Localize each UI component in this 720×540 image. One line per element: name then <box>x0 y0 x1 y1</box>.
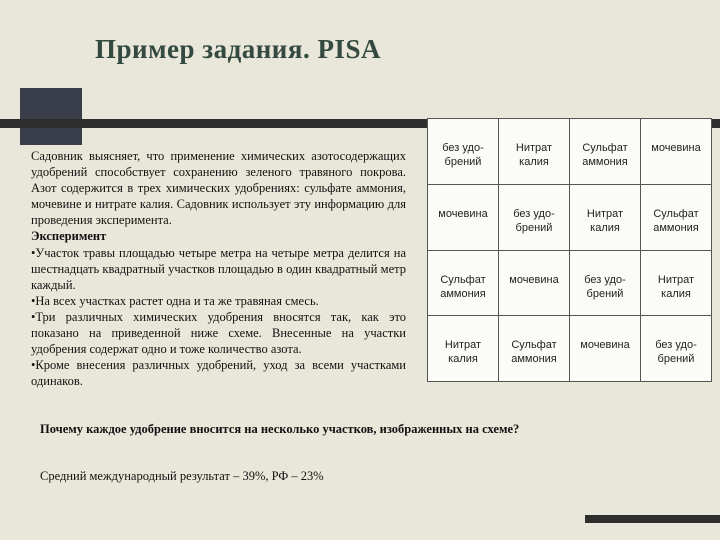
grid-row <box>428 184 712 250</box>
grid-row <box>428 250 712 316</box>
question: Почему каждое удобрение вносится на несколько участков, изображенных на схеме? <box>40 422 520 436</box>
grid-cell: Сульфат аммония <box>570 119 641 185</box>
bottom-bar <box>585 515 720 523</box>
task-text <box>31 148 406 389</box>
grid-cell: без удо-брений <box>499 184 570 250</box>
grid-cell: мочевина <box>641 119 712 185</box>
grid-cell: мочевина <box>570 316 641 382</box>
slide-title: Пример задания. PISA <box>95 34 381 64</box>
grid-cell: Сульфат аммония <box>641 184 712 250</box>
grid-cell: Нитрат калия <box>641 250 712 316</box>
fertilizer-grid <box>427 118 712 382</box>
bullet: •Три различных химических удобрения вносятся так, как это показано на приведенной ниже схеме. Внесенные на участки удобрения содержат одно и тоже количество азота. <box>31 309 406 357</box>
grid-cell: Нитрат калия <box>570 184 641 250</box>
intro-paragraph: Садовник выясняет, что применение химических азотосодержащих удобрений способствует сохранению зеленого травяного покрова. Азот содержится в трех химических удобрениях: сульфате аммония, мочевине и нитрате калия. Садовник использует эту информацию для проведения эксперимента. <box>31 149 406 228</box>
grid-cell: мочевина <box>499 250 570 316</box>
grid-cell: Нитрат калия <box>499 119 570 185</box>
bullet: •На всех участках растет одна и та же травяная смесь. <box>31 293 319 308</box>
grid-cell: без удо-брений <box>570 250 641 316</box>
grid-cell: Сульфат аммония <box>499 316 570 382</box>
grid-cell: Сульфат аммония <box>428 250 499 316</box>
grid-cell: без удо-брений <box>428 119 499 185</box>
grid-cell: мочевина <box>428 184 499 250</box>
decorative-square <box>20 88 82 145</box>
result-note: Средний международный результат – 39%, РФ – 23% <box>40 469 324 483</box>
grid-cell: Нитрат калия <box>428 316 499 382</box>
experiment-heading: Эксперимент <box>31 229 107 244</box>
grid-cell: без удо-брений <box>641 316 712 382</box>
grid-row <box>428 119 712 185</box>
bullet: •Участок травы площадью четыре метра на четыре метра делится на шестнадцать квадратный участков площадью в один квадратный метр каждый. <box>31 245 406 292</box>
grid-row <box>428 316 712 382</box>
bullet: •Кроме внесения различных удобрений, уход за всеми участками одинаков. <box>31 358 406 389</box>
